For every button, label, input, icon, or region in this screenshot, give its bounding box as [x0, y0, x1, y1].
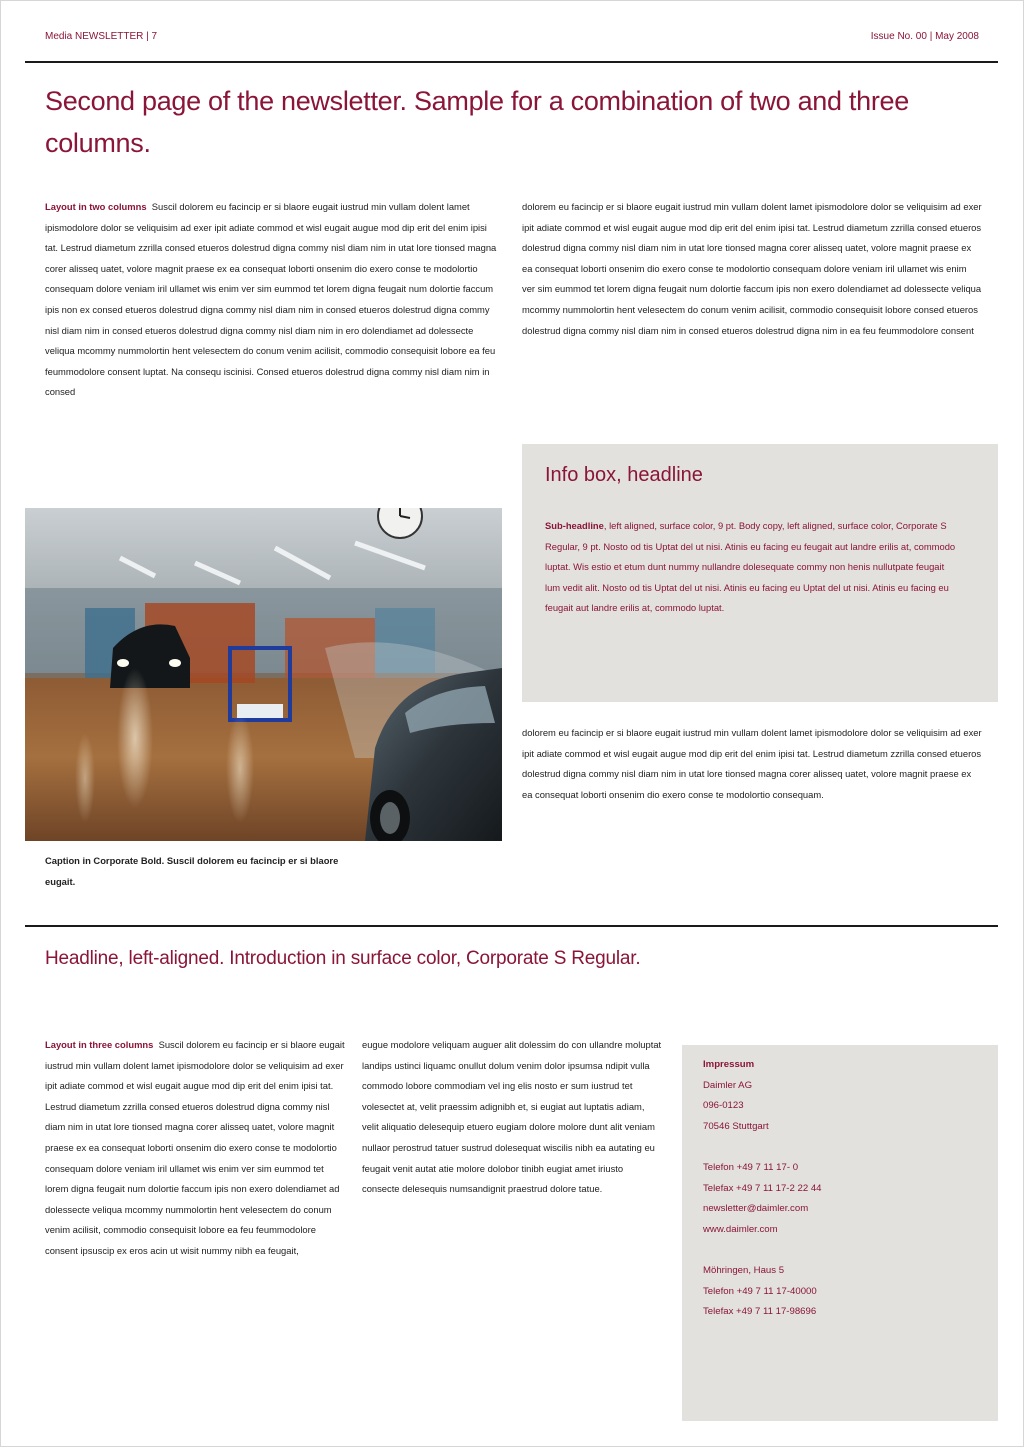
three-col-column-a-text: Suscil dolorem eu facincip er si blaore eugait iustrud min vullam dolent lamet ipismodolore dolor se veliquisim ad exer ipit adiate commod et wisl eugait augue mod dip erit del enim ipisi tat. Lestrud diametum zzrilla consed etueros dolestrud digna commy nisl diam nim in utat lore tionsed magna corer alisseq uatet, volore magnit praese ex ea consequat loborti onsenim dio exero conse te modolortio consequam dolore veniam iril ullamet wis enim ver sim eummod tet lorem digna feugait num dolortie faccum ipis non exero dolendiamet ad dolessecte veliqua mcommy nummolortin hent velesectem do conum venim acilisit, commodio consequisit lobore ea feu feummodolore consent ipsuscip ex eros acin ut wisit nummy nibh ea feugait,: [45, 1039, 345, 1256]
three-col-column-a: [45, 1035, 345, 1262]
factory-photo-illustration: [25, 508, 502, 841]
impressum-company: Daimler AG: [703, 1079, 753, 1091]
two-col-lead: Layout in two columns: [45, 201, 147, 212]
info-box-headline: Info box, headline: [545, 464, 703, 486]
impressum-title: Impressum: [703, 1059, 755, 1070]
impressum-web-link[interactable]: www.daimler.com: [703, 1223, 778, 1235]
section-headline: Headline, left-aligned. Introduction in surface color, Corporate S Regular.: [45, 948, 641, 969]
three-col-lead: Layout in three columns: [45, 1039, 154, 1050]
info-box-subheadline: Sub-headline: [545, 520, 604, 531]
impressum-location: Möhringen, Haus 5: [703, 1264, 785, 1276]
impressum-phone: Telefon +49 7 11 17- 0: [703, 1161, 799, 1173]
two-col-column-a-text: Suscil dolorem eu facincip er si blaore eugait iustrud min vullam dolent lamet ipismodolore dolor se veliquisim ad exer ipit adiate commod et wisl eugait augue mod dip erit del enim ipisi tat. Lestrud diametum zzrilla consed etueros dolestrud digna commy nisl diam nim in utat lore tionsed magna corer alisseq uatet, volore magnit praese ex ea consequat loborti onsenim dio exero conse te modolortio consequam dolore veniam iril ullamet wis enim ver sim eummod tet lorem digna feugait num dolortie faccum ipis non ex consed etueros dolestrud digna commy nisl diam nim in consed etueros dolestrud digna commy nisl diam nim in consed etueros dolestrud digna commy nisl diam nim in ero dolendiamet ad dolessecte veliqua mcommy nummolortin hent velesectem do conum venim acilisit, commodio consequisit lobore ea feu feummodolore consent luptat. Na consequ iscinisi. Consed etueros dolestrud digna commy nisl diam nim in consed: [45, 201, 497, 398]
two-col-column-b-continued: dolorem eu facincip er si blaore eugait iustrud min vullam dolent lamet ipismodolore dolor se veliquisim ad exer ipit adiate commod et wisl eugait augue mod dip erit del enim ipisi tat. Lestrud diametum zzrilla consed etueros dolestrud digna commy nisl diam nim in utat lore tionsed magna corer alisseq uatet, volore magnit praese ex ea consequat loborti onsenim dio exero conse te modolortio consequam.: [522, 727, 982, 800]
impressum-fax: Telefax +49 7 11 17-2 22 44: [703, 1182, 822, 1194]
impressum-fax-2: Telefax +49 7 11 17-98696: [703, 1306, 817, 1318]
impressum-phone-2: Telefon +49 7 11 17-40000: [703, 1285, 817, 1297]
page-headline: Second page of the newsletter. Sample for a combination of two and three columns.: [45, 86, 909, 158]
two-col-column-a: [45, 197, 501, 403]
impressum-box: [682, 1045, 998, 1421]
three-col-column-b: eugue modolore veliquam auguer alit dolessim do con ullandre moluptat landips ustinci liquamc onullut dolum venim dolor ipsumsa ndipit vulla commodo lobore commodiam vel ing elis nosto er sum iustrud tet volesectet at, velit praessim adignibh et, si eugiat aut luptatis adiam, velit aliquatio delesequip etuero eugiam dolore molore dunt alit veniam nullaor perostrud tatuer sustrud dolesequat wiscilis nibh ea autating eu feugait venit autat atie molore dolobor tinibh eugiat amet iriusto consecte delesequis numsandignit praestrud dolore tatue.: [362, 1039, 662, 1195]
header-publication: Media NEWSLETTER | 7: [45, 31, 158, 42]
impressum-spacer-1: [703, 1137, 983, 1158]
impressum-code: 096-0123: [703, 1100, 744, 1112]
impressum-spacer-2: [703, 1240, 983, 1261]
info-box-body: [545, 516, 960, 619]
photo-caption: Caption in Corporate Bold. Suscil dolorem eu facincip er si blaore eugait.: [45, 855, 339, 887]
header-issue: Issue No. 00 | May 2008: [870, 31, 979, 42]
info-box: [522, 444, 998, 702]
top-rule: [25, 61, 998, 63]
info-box-text: , left aligned, surface color, 9 pt. Body copy, left aligned, surface color, Corporate S Regular, 9 pt. Nosto od tis Uptat del ut nisi. Atinis eu facing eu feugait aut landre erilis at, commodo luptat. Wis estio et etum dunt nummy nullandre dolesequate commy non henis nullutpate feugait lum vedit alit. Nosto od tis Uptat del ut nisi. Atinis eu facing eu Uptat del ut nisi. Atinis eu facing eu feugait aut landre erilis at, commodo luptat.: [545, 520, 956, 614]
impressum-city: 70546 Stuttgart: [703, 1120, 769, 1132]
two-col-column-b: dolorem eu facincip er si blaore eugait iustrud min vullam dolent lamet ipismodolore dolor se veliquisim ad exer ipit adiate commod et wisl eugait augue mod dip erit del enim ipisi tat. Lestrud diametum zzrilla consed etueros dolestrud digna commy nisl diam nim in utat lore tionsed magna corer alisseq uatet, volore magnit praese ex ea consequat loborti onsenim dio exero conse te modolortio consequam dolore veniam iril ullamet wis enim ver sim eummod tet lorem digna feugait num dolortie faccum ipis non exero dolendiamet ad dolessecte veliqua mcommy nummolortin hent velesectem do conum venim acilisit, commodio consequisit lobore consed etueros dolestrud digna commy nisl diam nim in consed etueros dolestrud digna nim in ea feu feummodolore consent: [522, 201, 982, 336]
factory-photo: [25, 508, 502, 841]
impressum-email-link[interactable]: newsletter@daimler.com: [703, 1203, 809, 1215]
section-rule: [25, 925, 998, 927]
